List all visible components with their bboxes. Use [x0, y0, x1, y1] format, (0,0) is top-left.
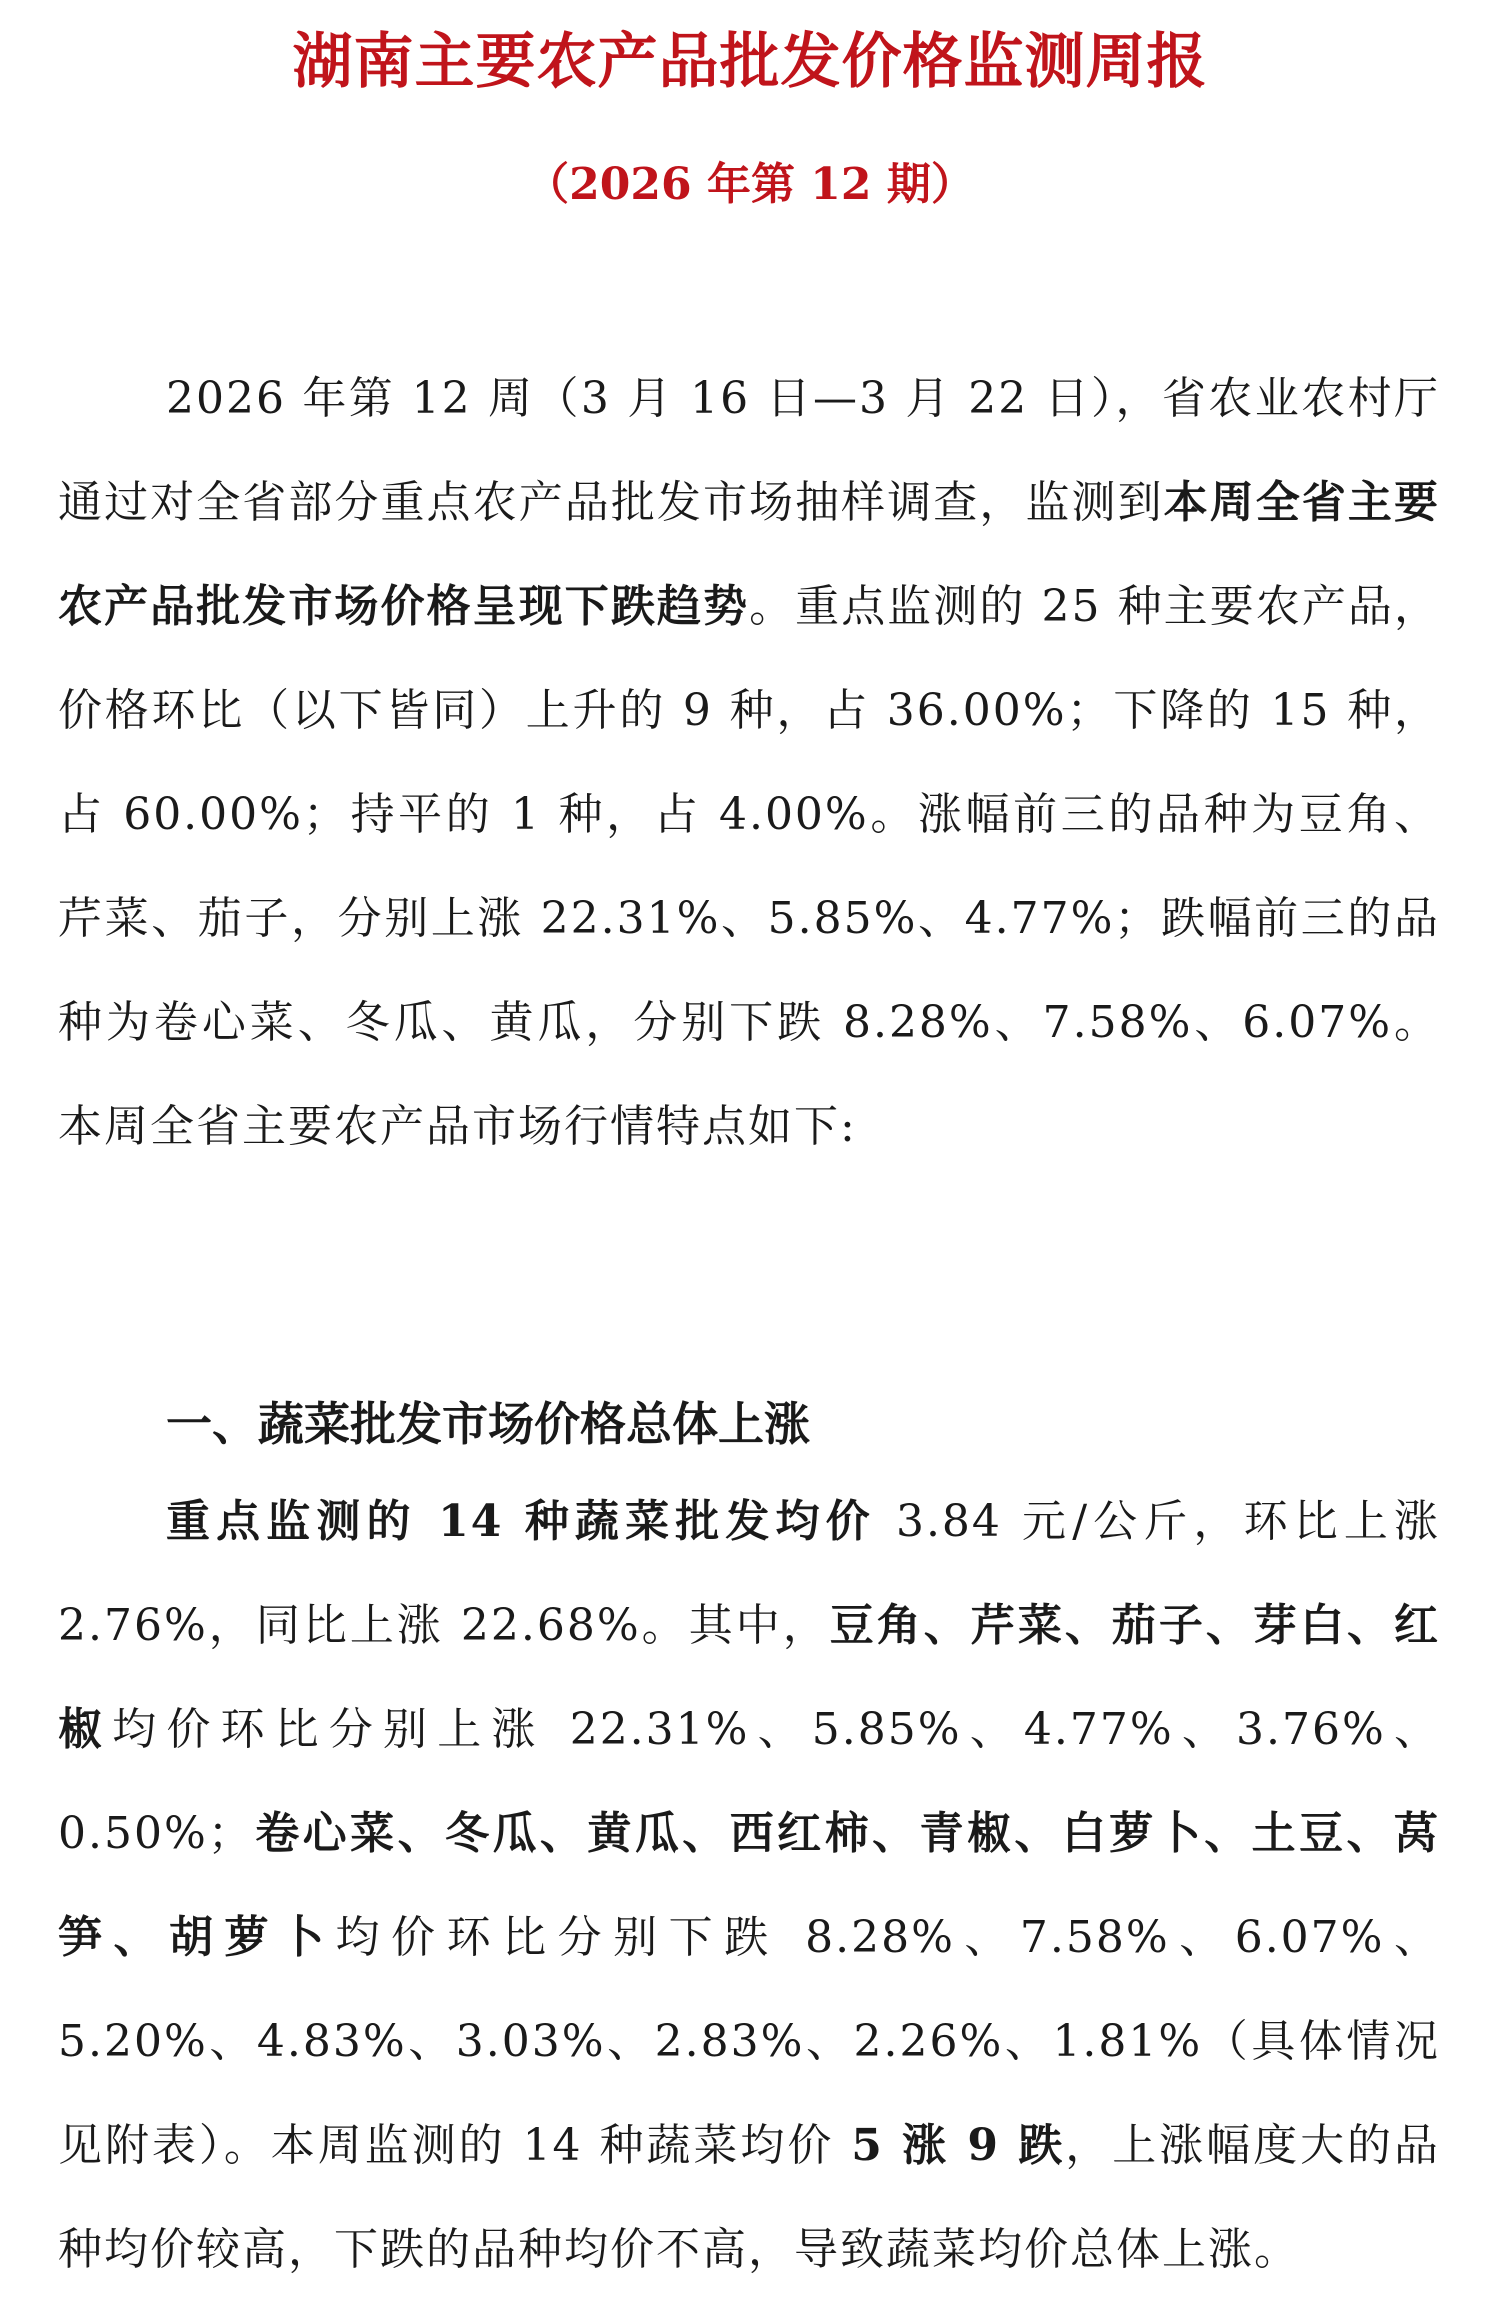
veg-bold-1: 重点监测的 14 种蔬菜批发均价 [166, 1496, 876, 1547]
intro-text-1: 2026 年第 12 周（3 月 16 日—3 月 22 日），省农业农村厅通过对全省部分重点农产品批发市场抽样调查，监测到 [58, 373, 1440, 528]
intro-bold-trend: 本周全省主要农产品批发市场价格呈现下跌趋势 [58, 477, 1441, 632]
issue-number: （2026 年第 12 期） [525, 159, 975, 210]
veg-bold-rising: 豆角、芹菜、茄子、芽白、红椒 [58, 1600, 1440, 1755]
veg-text-1: 3.84 元/公斤，环比上涨 2.76%，同比上涨 22.68%。其中， [58, 1496, 1440, 1651]
veg-bold-count: 5 涨 9 跌 [851, 2120, 1066, 2171]
veg-text-2: 均价环比分别上涨 22.31%、5.85%、4.77%、3.76%、0.50%； [58, 1704, 1440, 1859]
veg-text-4: ，上涨幅度大的品种均价较高，下跌的品种均价不高，导致蔬菜均价总体上涨。 [58, 2120, 1440, 2275]
intro-text-2: 。重点监测的 25 种主要农产品，价格环比（以下皆同）上升的 9 种，占 36.00%；下降的 15 种，占 60.00%；持平的 1 种，占 4.00%。涨幅前三的品种为豆角、芹菜、茄子，分别上涨 22.31%、5.85%、4.77%；跌幅前三的品种为卷心菜、冬瓜、黄瓜，分别下跌 8.28%、7.58%、6.07%。本周全省主要农产品市场行情特点如下: [58, 581, 1441, 1152]
veg-text-3: 均价环比分别下跌 8.28%、7.58%、6.07%、5.20%、4.83%、3.03%、2.83%、2.26%、1.81%（具体情况见附表）。本周监测的 14 种蔬菜均价 [58, 1912, 1440, 2171]
section-heading-vegetables: 一、蔬菜批发市场价格总体上涨 [166, 1397, 810, 1451]
report-title: 湖南主要农产品批发价格监测周报 [292, 27, 1208, 97]
intro-paragraph [58, 347, 1440, 1179]
vegetable-paragraph [58, 1470, 1440, 2302]
veg-bold-falling: 卷心菜、冬瓜、黄瓜、西红柿、青椒、白萝卜、土豆、莴笋、胡萝卜 [58, 1808, 1440, 1963]
